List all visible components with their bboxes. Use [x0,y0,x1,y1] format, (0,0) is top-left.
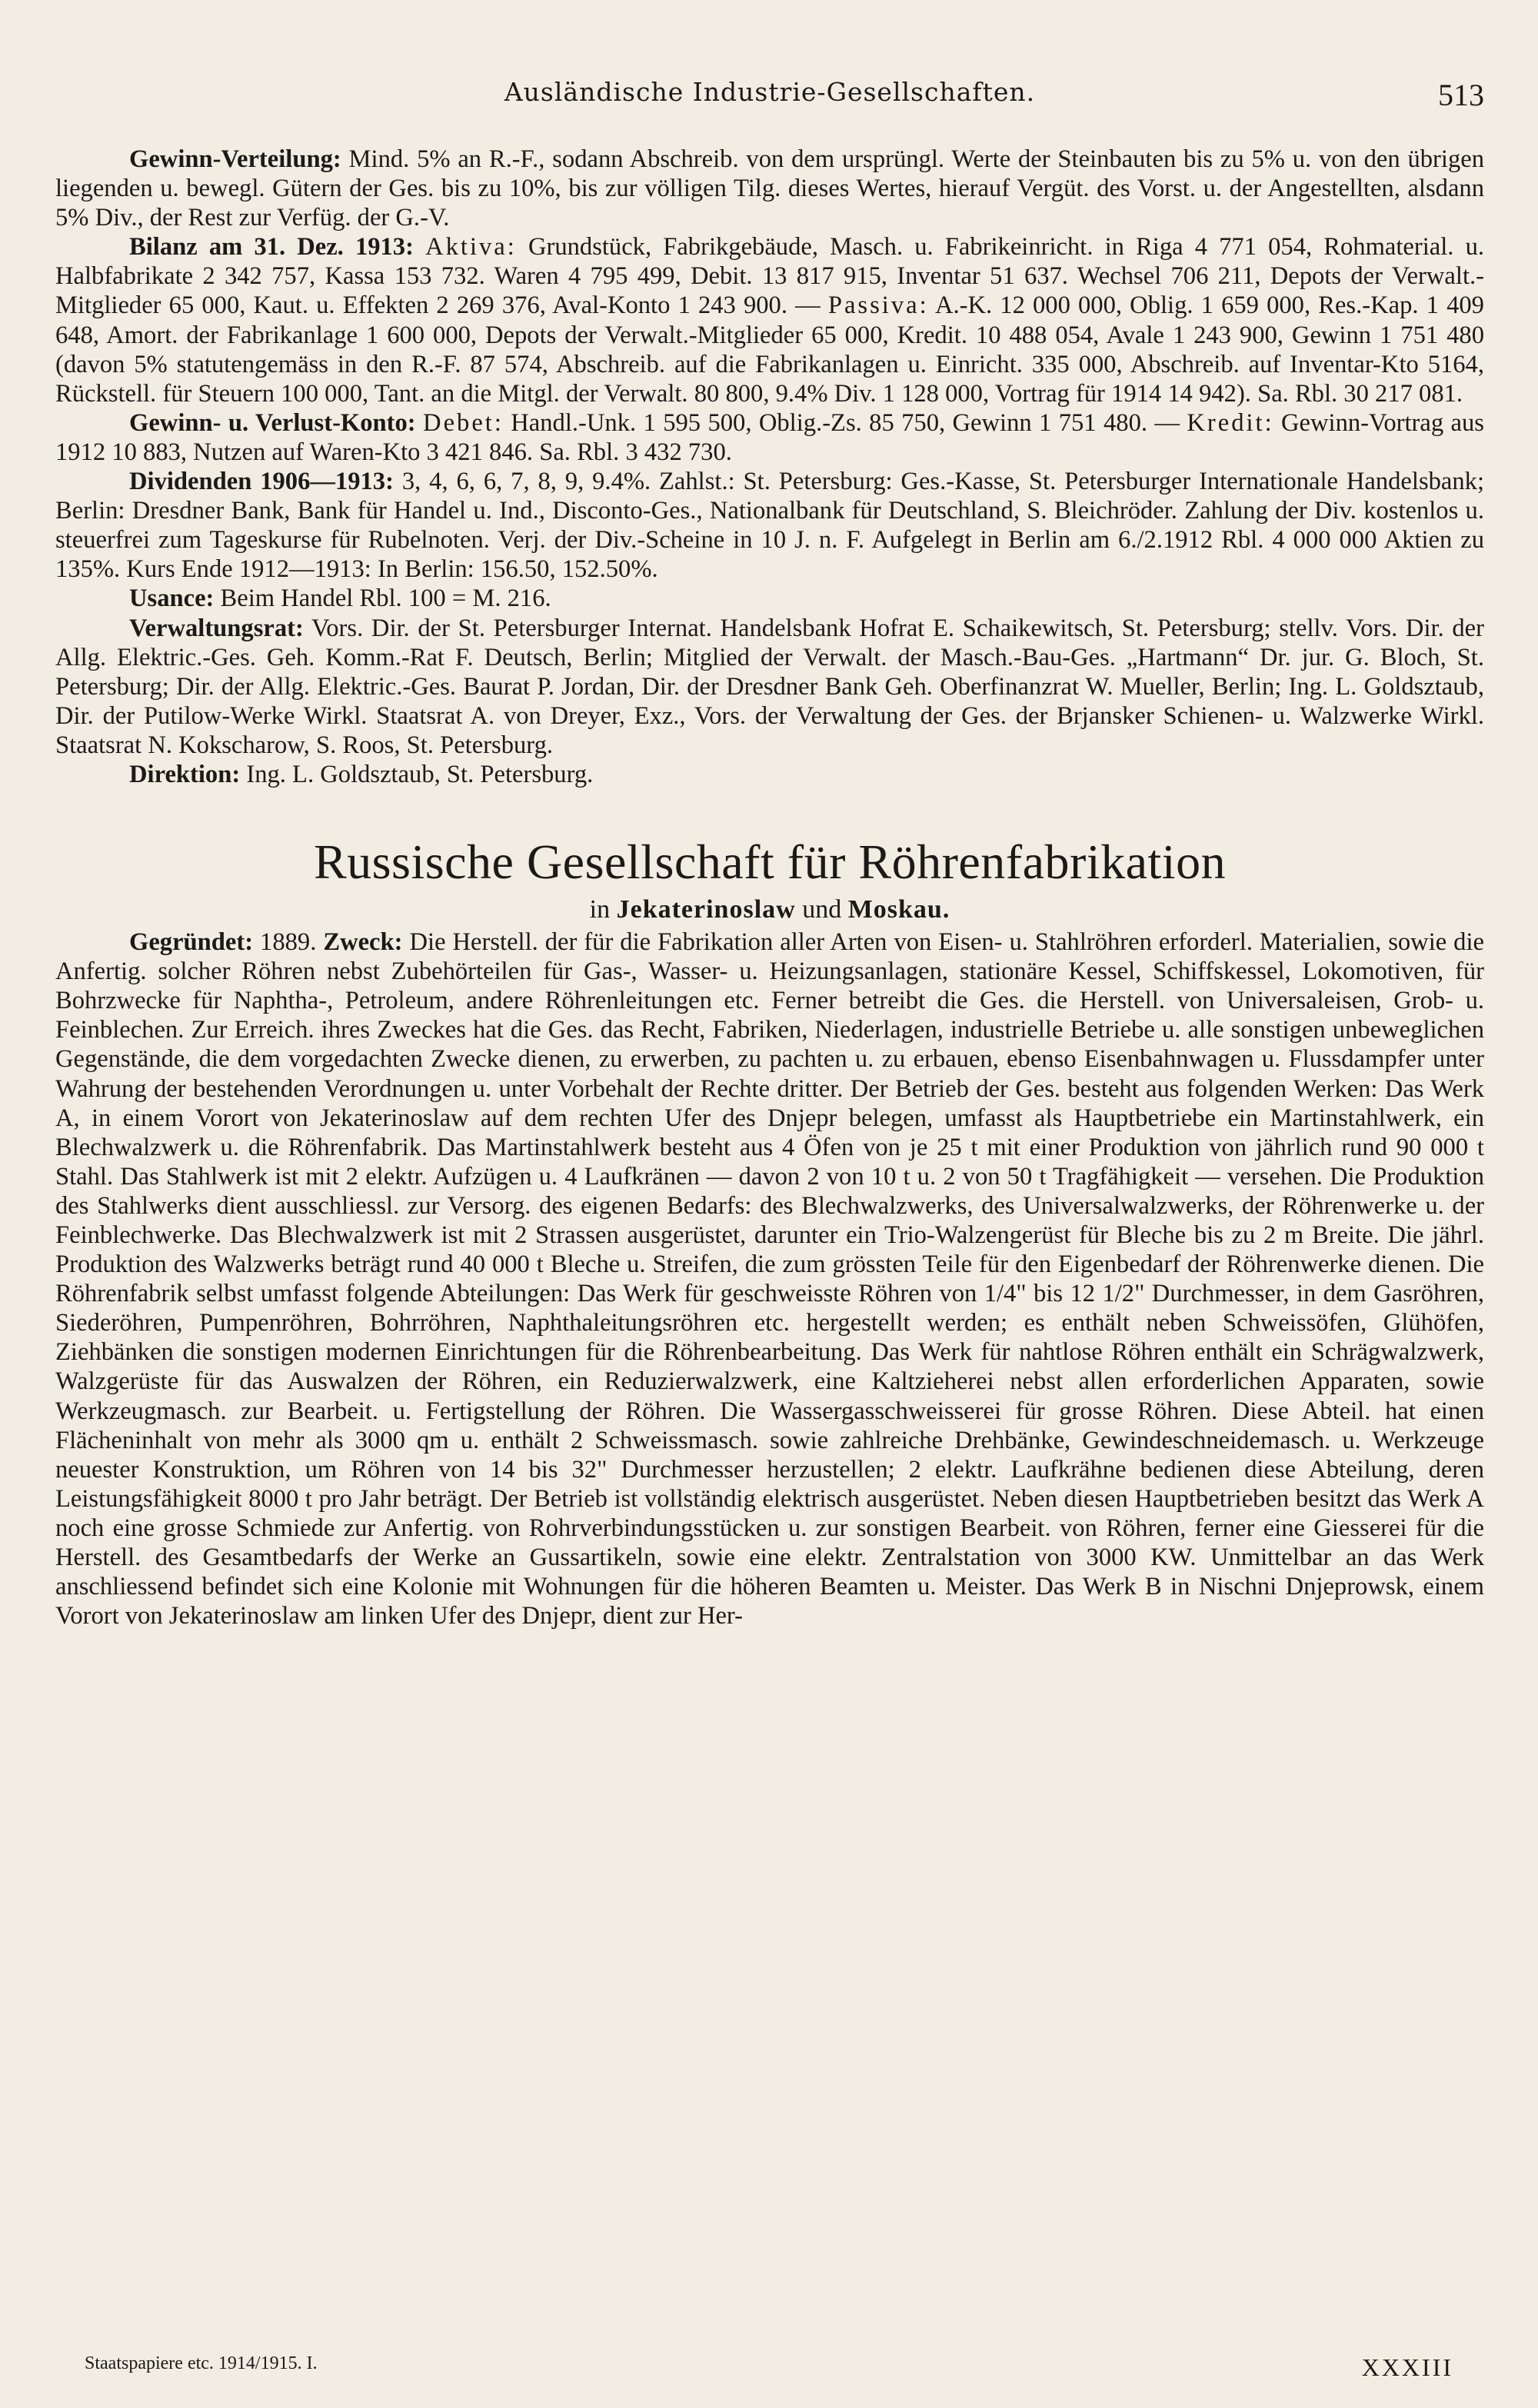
dividenden-paragraph [55,467,1484,584]
footer-publication: Staatspapiere etc. 1914/1915. I. [85,2353,318,2373]
usance-label: Usance: [129,585,215,613]
direktion-text: Ing. L. Goldsztaub, St. Petersburg. [246,760,594,788]
city-moskau: Moskau. [847,895,950,924]
company-subheading [55,895,1484,924]
bilanz-paragraph [55,232,1484,408]
verwaltungsrat-label: Verwaltungsrat: [129,614,304,642]
passiva-label: Passiva: [827,291,929,320]
page-number: 513 [1438,78,1484,112]
footer-sheet-signature: XXXIII [1361,2353,1453,2381]
aktiva-text: Grundstück, Fabrikgebäude, Masch. u. Fabrikeinricht. in Riga 4 771 054, Rohmaterial. u. Halbfabrikate 2 342 757, Kassa 153 732. Waren 4 795 499, Debit. 13 817 915, Inventar 51 637. Wechsel 706 211, Depots der Verwalt.-Mitglieder 65 000, Kaut. u. Effekten 2 269 376, Aval-Konto 1 243 900. — [55,233,1484,320]
company-description-paragraph [55,928,1484,1630]
page-footer [85,2353,1453,2384]
usance-text: Beim Handel Rbl. 100 = M. 216. [220,585,551,613]
running-title: Ausländische Industrie-Gesellschaften. [504,77,1036,107]
company-heading: Russische Gesellschaft für Röhrenfabrikation [313,834,1227,890]
city-jekaterinoslaw: Jekaterinoslaw [616,895,796,924]
running-head [55,77,1484,123]
debet-label: Debet: [423,408,504,437]
dividenden-label: Dividenden 1906—1913: [129,468,394,496]
aktiva-label: Aktiva: [425,233,517,261]
gegruendet-label: Gegründet: [129,928,254,957]
gewinn-verteilung-paragraph [55,145,1484,232]
zweck-text: Die Herstell. der für die Fabrikation aller Arten von Eisen- u. Stahlröhren erforderl. Materialien, sowie die Anfertig. solcher Röhren nebst Zubehörteilen für Gas-, Wasser- u. Heizungsanlagen, stationäre Kessel, Schiffskessel, Lokomotiven, für Bohrzwecke für Naphtha-, Petroleum, andere Röhrenleitungen etc. Ferner betreibt die Ges. die Herstell. von Universaleisen, Grob- u. Feinblechen. Zur Erreich. ihres Zweckes hat die Ges. das Recht, Fabriken, Niederlagen, industrielle Betriebe u. alle sonstigen unbeweglichen Gegenstände, die dem vorgedachten Zwecke dienen, zu erwerben, zu pachten u. zu erbauen, ebenso Eisenbahnwagen u. Flussdampfer unter Wahrung der bestehenden Verordnungen u. unter Vorbehalt der Rechte dritter. Der Betrieb der Ges. besteht aus folgenden Werken: Das Werk A, in einem Vorort von Jekaterinoslaw auf dem rechten Ufer des Dnjepr belegen, umfasst als Hauptbetriebe ein Martinstahlwerk, ein Blechwalzwerk u. die Röhrenfabrik. Das Martinstahlwerk besteht aus 4 Öfen von je 25 t mit einer Produktion von jährlich rund 90 000 t Stahl. Das Stahlwerk ist mit 2 elektr. Aufzügen u. 4 Laufkränen — davon 2 von 10 t u. 2 von 50 t Tragfähigkeit — versehen. Die Produktion des Stahlwerks dient ausschliessl. zur Versorg. des eigenen Bedarfs: des Blechwalzwerks, des Universalwalzwerks, der Röhrenwerke u. der Feinblechwerke. Das Blechwalzwerk ist mit 2 Strassen ausgerüstet, darunter ein Trio-Walzengerüst für Bleche bis zu 2 m Breite. Die jährl. Produktion des Walzwerks beträgt rund 40 000 t Bleche u. Streifen, die zum grössten Teile für den Eigenbedarf der Röhrenwerke dienen. Die Röhrenfabrik selbst umfasst folgende Abteilungen: Das Werk für geschweisste Röhren von 1/4" bis 12 1/2" Durchmesser, in dem Gasröhren, Siederöhren, Pumpenröhren, Bohrröhren, Naphthaleitungsröhren etc. hergestellt werden; es enthält neben Schweissöfen, Glühöfen, Ziehbänken die sonstigen modernen Einrichtungen für die Röhrenbearbeitung. Das Werk für nahtlose Röhren enthält ein Schrägwalzwerk, Walzgerüste für das Auswalzen der Röhren, ein Reduzierwalzwerk, eine Kaltzieherei nebst allen erforderlichen Apparaten, sowie Werkzeugmasch. zur Bearbeit. u. Fertigstellung der Röhren. Die Wassergasschweisserei für grosse Röhren. Diese Abteil. hat einen Flächeninhalt von mehr als 3000 qm u. enthält 2 Schweissmasch. sowie zahlreiche Drehbänke, Gewindeschneidemasch. u. Werkzeuge neuester Konstruktion, um Röhren von 14 bis 32" Durchmesser herzustellen; 2 elektr. Laufkrähne bedienen diese Abteilung, deren Leistungsfähigkeit 8000 t pro Jahr beträgt. Der Betrieb ist vollständig elektrisch ausgerüstet. Neben diesen Hauptbetrieben besitzt das Werk A noch eine grosse Schmiede zur Anfertig. von Rohrverbindungsstücken u. zur sonstigen Bearbeit. von Röhren, ferner eine Giesserei für die Herstell. des Gesamtbedarfs der Werke an Gussartikeln, sowie eine elektr. Zentralstation von 3000 KW. Unmittelbar an das Werk anschliessend befindet sich eine Kolonie mit Wohnungen für die höheren Beamten u. Meister. Das Werk B in Nischni Dnjeprowsk, einem Vorort von Jekaterinoslaw am linken Ufer des Dnjepr, dient zur Her- [55,928,1484,1630]
page-body [55,145,1484,1630]
direktion-paragraph [55,760,1484,789]
verlust-konto-label: Gewinn- u. Verlust-Konto: [129,408,416,437]
passiva-text: A.-K. 12 000 000, Oblig. 1 659 000, Res.-Kap. 1 409 648, Amort. der Fabrikanlage 1 600 000, Depots der Verwalt.-Mitglieder 65 000, Kredit. 10 488 054, Avale 1 243 900, Gewinn 1 751 480 (davon 5% statutengemäss in den R.-F. 87 574, Abschreib. auf die Fabrikanlagen u. Einricht. 335 000, Abschreib. auf Inventar-Kto 5164, Rückstell. für Steuern 100 000, Tant. an die Mitgl. der Verwalt. 80 800, 9.4% Div. 1 128 000, Vortrag für 1914 14 942). Sa. Rbl. 30 217 081. [55,291,1484,408]
verlust-konto-paragraph [55,408,1484,467]
kredit-text: Gewinn-Vortrag aus 1912 10 883, Nutzen auf Waren-Kto 3 421 846. Sa. Rbl. 3 432 730. [55,408,1484,466]
gewinn-verteilung-text: Mind. 5% an R.-F., sodann Abschreib. von dem ursprüngl. Werte der Steinbauten bis zu 5% u. von den übrigen liegenden u. bewegl. Gütern der Ges. bis zu 10%, bis zur völligen Tilg. dieses Wertes, hierauf Vergüt. des Vorst. u. der Angestellten, alsdann 5% Div., der Rest zur Verfüg. der G.-V. [55,145,1484,232]
direktion-label: Direktion: [129,760,241,788]
debet-text: Handl.-Unk. 1 595 500, Oblig.-Zs. 85 750, Gewinn 1 751 480. — [511,408,1180,437]
sub-prefix: in [589,895,611,924]
verwaltungsrat-text: Vors. Dir. der St. Petersburger Internat. Handelsbank Hofrat E. Schaikewitsch, St. Petersburg; stellv. Vors. Dir. der Allg. Elektric.-Ges. Geh. Komm.-Rat F. Deutsch, Berlin; Mitglied der Verwalt. der Masch.-Bau-Ges. „Hartmann“ Dr. jur. G. Bloch, St. Petersburg; Dir. der Allg. Elektric.-Ges. Baurat P. Jordan, Dir. der Dresdner Bank Geh. Oberfinanzrat W. Mueller, Berlin; Ing. L. Goldsztaub, Dir. der Putilow-Werke Wirkl. Staatsrat A. von Dreyer, Exz., Vors. der Verwaltung der Ges. der Brjansker Schienen- u. Walzwerke Wirkl. Staatsrat N. Kokscharow, S. Roos, St. Petersburg. [55,614,1484,759]
gewinn-verteilung-label: Gewinn-Verteilung: [129,145,341,173]
sub-mid: und [802,895,842,924]
kredit-label: Kredit: [1187,408,1274,437]
dividenden-text: 3, 4, 6, 6, 7, 8, 9, 9.4%. Zahlst.: St. Petersburg: Ges.-Kasse, St. Petersburger Internationale Handelsbank; Berlin: Dresdner Bank, Bank für Handel u. Ind., Disconto-Ges., Nationalbank für Deutschland, S. Bleichröder. Zahlung der Div. kostenlos u. steuerfrei zum Tageskurse für Rubelnoten. Verj. der Div.-Scheine in 10 J. n. F. Aufgelegt in Berlin am 6./2.1912 Rbl. 4 000 000 Aktien zu 135%. Kurs Ende 1912—1913: In Berlin: 156.50, 152.50%. [55,468,1484,584]
gegruendet-value: 1889. [260,928,317,957]
bilanz-label: Bilanz am 31. Dez. 1913: [129,233,414,261]
usance-paragraph [55,584,1484,613]
zweck-label: Zweck: [323,928,403,957]
verwaltungsrat-paragraph [55,614,1484,760]
